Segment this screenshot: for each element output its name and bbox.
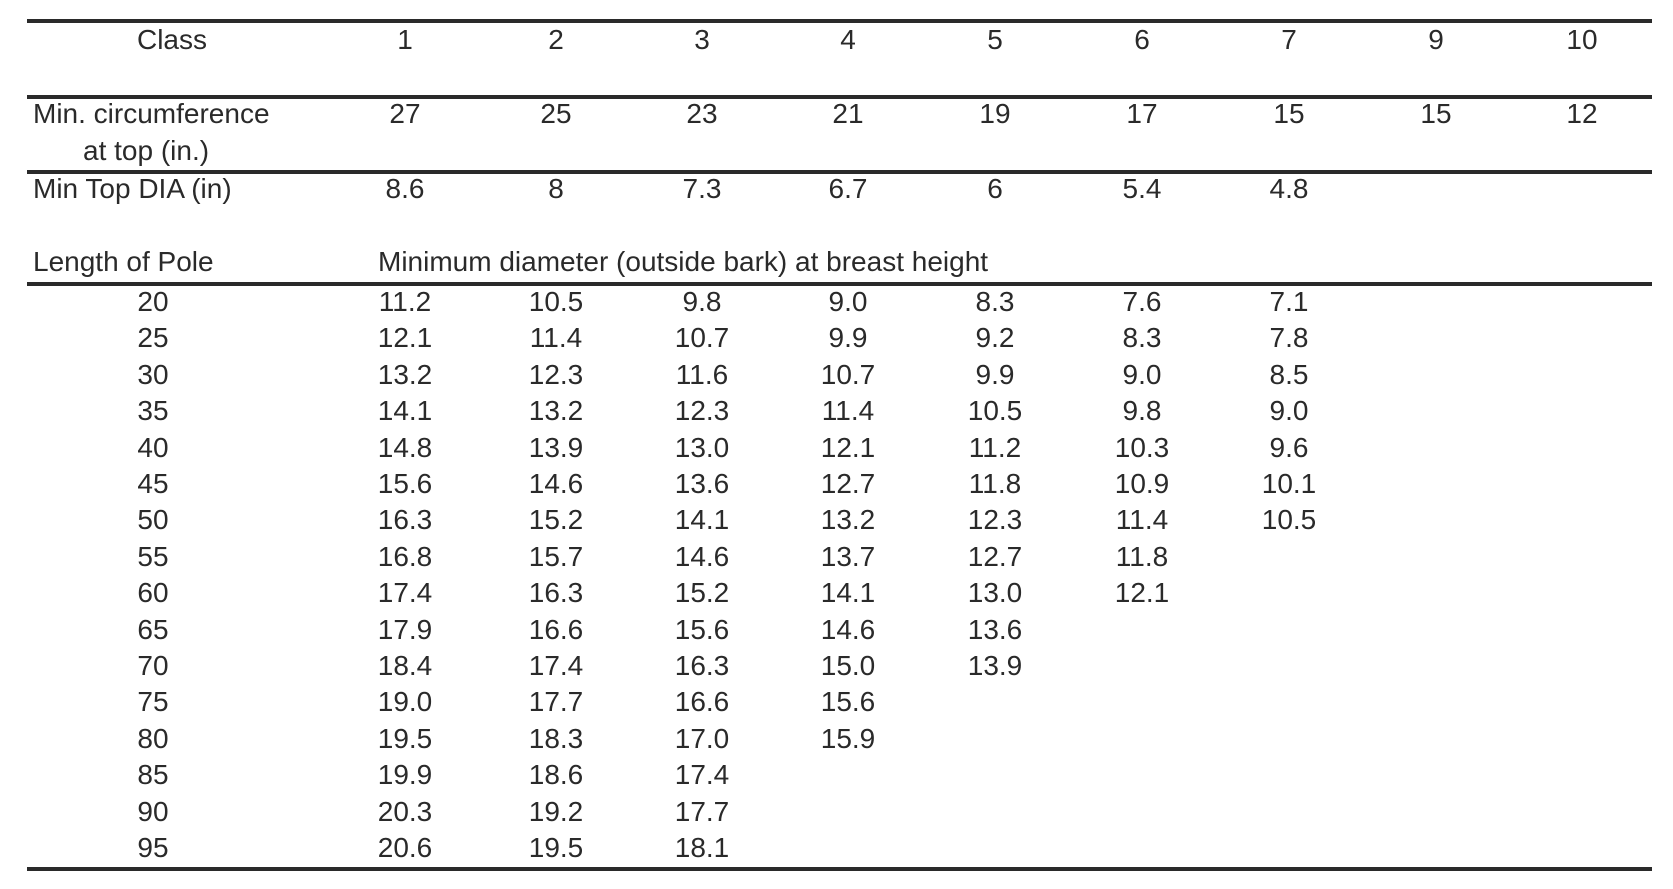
diameter-cell: 11.4 (529, 322, 583, 354)
class-header-cell: 3 (694, 24, 710, 55)
diameter-cell: 9.8 (1122, 395, 1162, 427)
class-header-cell: 5 (987, 24, 1003, 55)
diameter-caption: Minimum diameter (outside bark) at breast height (378, 246, 989, 277)
diameter-cell: 10.1 (1261, 468, 1317, 499)
diameter-cell: 19.0 (377, 686, 433, 718)
pole-length-cell: 25 (137, 322, 169, 354)
diameter-cell: 17.9 (377, 613, 433, 645)
diameter-cell: 13.9 (967, 650, 1023, 681)
pole-length-cell: 70 (137, 650, 169, 681)
circumference-cell: 15 (1273, 98, 1305, 129)
circumference-cell: 27 (389, 98, 421, 129)
diameter-cell: 12.7 (967, 540, 1023, 572)
diameter-cell: 16.6 (528, 613, 584, 645)
diameter-cell: 19.5 (377, 722, 433, 754)
top-diameter-cell: 5.4 (1122, 173, 1162, 204)
diameter-cell: 18.1 (674, 832, 730, 863)
diameter-cell: 17.7 (674, 795, 730, 827)
diameter-cell: 10.5 (967, 395, 1023, 427)
pole-length-cell: 85 (137, 759, 169, 791)
class-header-cell: 2 (548, 24, 564, 55)
diameter-cell: 8.3 (975, 286, 1015, 317)
diameter-cell: 10.5 (528, 286, 584, 317)
diameter-cell: 8.5 (1269, 358, 1309, 390)
top-diameter-cell: 8 (548, 173, 564, 204)
diameter-cell: 13.6 (967, 613, 1023, 645)
diameter-cell: 15.6 (820, 686, 876, 718)
diameter-cell: 7.6 (1122, 286, 1162, 317)
diameter-cell: 14.1 (674, 504, 730, 536)
pole-length-cell: 80 (137, 722, 169, 754)
diameter-cell: 18.3 (528, 722, 584, 754)
circumference-cell: 25 (540, 98, 572, 129)
diameter-cell: 16.3 (674, 650, 730, 681)
diameter-cell: 12.7 (820, 468, 876, 499)
diameter-cell: 17.4 (674, 759, 730, 791)
circumference-label-line1: Min. circumference (33, 98, 270, 129)
class-header-cell: 10 (1566, 24, 1598, 55)
diameter-cell: 10.5 (1261, 504, 1317, 536)
diameter-cell: 12.3 (528, 358, 584, 390)
top-diameter-cell: 6.7 (828, 173, 868, 204)
diameter-cell: 8.3 (1122, 322, 1162, 354)
diameter-cell: 13.2 (528, 395, 584, 427)
class-label: Class (136, 24, 208, 55)
top-diameter-label: Min Top DIA (in) (33, 173, 232, 204)
diameter-cell: 16.6 (674, 686, 730, 718)
diameter-cell: 13.6 (674, 468, 730, 499)
diameter-cell: 11.2 (968, 431, 1022, 463)
pole-length-cell: 95 (137, 832, 169, 863)
diameter-cell: 11.8 (968, 468, 1022, 499)
circumference-cell: 15 (1420, 98, 1452, 129)
diameter-cell: 19.5 (528, 832, 584, 863)
diameter-cell: 15.2 (674, 577, 730, 609)
top-diameter-cell: 4.8 (1269, 173, 1309, 204)
diameter-cell: 10.7 (820, 358, 876, 390)
length-of-pole-label: Length of Pole (33, 246, 214, 277)
circumference-cell: 17 (1126, 98, 1158, 129)
class-header-cell: 9 (1428, 24, 1444, 55)
diameter-cell: 20.6 (377, 832, 433, 863)
pole-length-cell: 35 (137, 395, 169, 427)
diameter-cell: 12.3 (674, 395, 730, 427)
diameter-cell: 14.6 (674, 540, 730, 572)
diameter-cell: 14.6 (528, 468, 584, 499)
diameter-cell: 17.7 (528, 686, 584, 718)
diameter-cell: 18.4 (377, 650, 433, 681)
diameter-cell: 9.0 (828, 286, 868, 317)
diameter-cell: 15.7 (528, 540, 584, 572)
diameter-cell: 10.9 (1114, 468, 1170, 499)
diameter-cell: 9.2 (975, 322, 1015, 354)
pole-length-cell: 20 (137, 286, 169, 317)
class-header-cell: 6 (1134, 24, 1150, 55)
diameter-cell: 9.9 (975, 358, 1015, 390)
diameter-cell: 18.6 (528, 759, 584, 791)
diameter-cell: 10.3 (1114, 431, 1170, 463)
diameter-cell: 9.6 (1269, 431, 1309, 463)
diameter-cell: 9.9 (828, 322, 868, 354)
diameter-cell: 14.6 (820, 613, 876, 645)
diameter-cell: 12.1 (1114, 577, 1170, 609)
pole-length-cell: 45 (137, 468, 169, 499)
diameter-cell: 14.1 (820, 577, 876, 609)
diameter-cell: 15.6 (377, 468, 433, 499)
circumference-label-line2: at top (in.) (83, 135, 210, 166)
diameter-cell: 12.1 (377, 322, 433, 354)
class-header-cell: 7 (1281, 24, 1297, 55)
diameter-cell: 11.4 (1115, 504, 1169, 536)
pole-length-cell: 55 (137, 540, 169, 572)
diameter-cell: 13.9 (528, 431, 584, 463)
diameter-cell: 11.8 (1115, 540, 1169, 572)
top-diameter-cell: 7.3 (682, 173, 722, 204)
circumference-cell: 12 (1566, 98, 1598, 129)
diameter-cell: 15.2 (528, 504, 584, 536)
diameter-cell: 14.8 (377, 431, 433, 463)
diameter-cell: 19.9 (377, 759, 433, 791)
diameter-cell: 19.2 (528, 795, 584, 827)
diameter-cell: 11.4 (821, 395, 875, 427)
diameter-cell: 16.8 (377, 540, 433, 572)
pole-length-cell: 75 (137, 686, 169, 718)
diameter-cell: 13.7 (820, 540, 876, 572)
circumference-cell: 19 (979, 98, 1011, 129)
circumference-cell: 23 (686, 98, 718, 129)
pole-length-cell: 90 (137, 795, 169, 827)
diameter-cell: 13.2 (377, 358, 433, 390)
top-diameter-cell: 6 (987, 173, 1003, 204)
pole-length-cell: 60 (137, 577, 169, 609)
diameter-cell: 17.0 (674, 722, 730, 754)
diameter-cell: 12.3 (967, 504, 1023, 536)
diameter-cell: 13.0 (967, 577, 1023, 609)
diameter-cell: 13.2 (820, 504, 876, 536)
diameter-cell: 15.0 (820, 650, 876, 681)
diameter-cell: 9.0 (1269, 395, 1309, 427)
pole-length-cell: 40 (137, 431, 169, 463)
diameter-cell: 14.1 (377, 395, 433, 427)
diameter-cell: 16.3 (528, 577, 584, 609)
diameter-cell: 17.4 (528, 650, 584, 681)
diameter-cell: 15.9 (820, 722, 876, 754)
diameter-cell: 11.2 (378, 286, 432, 317)
diameter-cell: 16.3 (377, 504, 433, 536)
class-header-cell: 1 (397, 24, 413, 55)
diameter-cell: 9.0 (1122, 358, 1162, 390)
class-header-cell: 4 (840, 24, 856, 55)
diameter-cell: 7.1 (1269, 286, 1309, 317)
pole-length-cell: 65 (137, 613, 169, 645)
pole-length-cell: 50 (137, 504, 169, 536)
diameter-cell: 12.1 (820, 431, 876, 463)
diameter-cell: 20.3 (377, 795, 433, 827)
diameter-cell: 17.4 (377, 577, 433, 609)
diameter-cell: 9.8 (682, 286, 722, 317)
top-diameter-cell: 8.6 (385, 173, 425, 204)
diameter-cell: 15.6 (674, 613, 730, 645)
diameter-cell: 10.7 (674, 322, 730, 354)
pole-length-cell: 30 (137, 358, 169, 390)
diameter-cell: 13.0 (674, 431, 730, 463)
circumference-cell: 21 (832, 98, 864, 129)
diameter-cell: 7.8 (1269, 322, 1309, 354)
diameter-cell: 11.6 (675, 358, 729, 390)
